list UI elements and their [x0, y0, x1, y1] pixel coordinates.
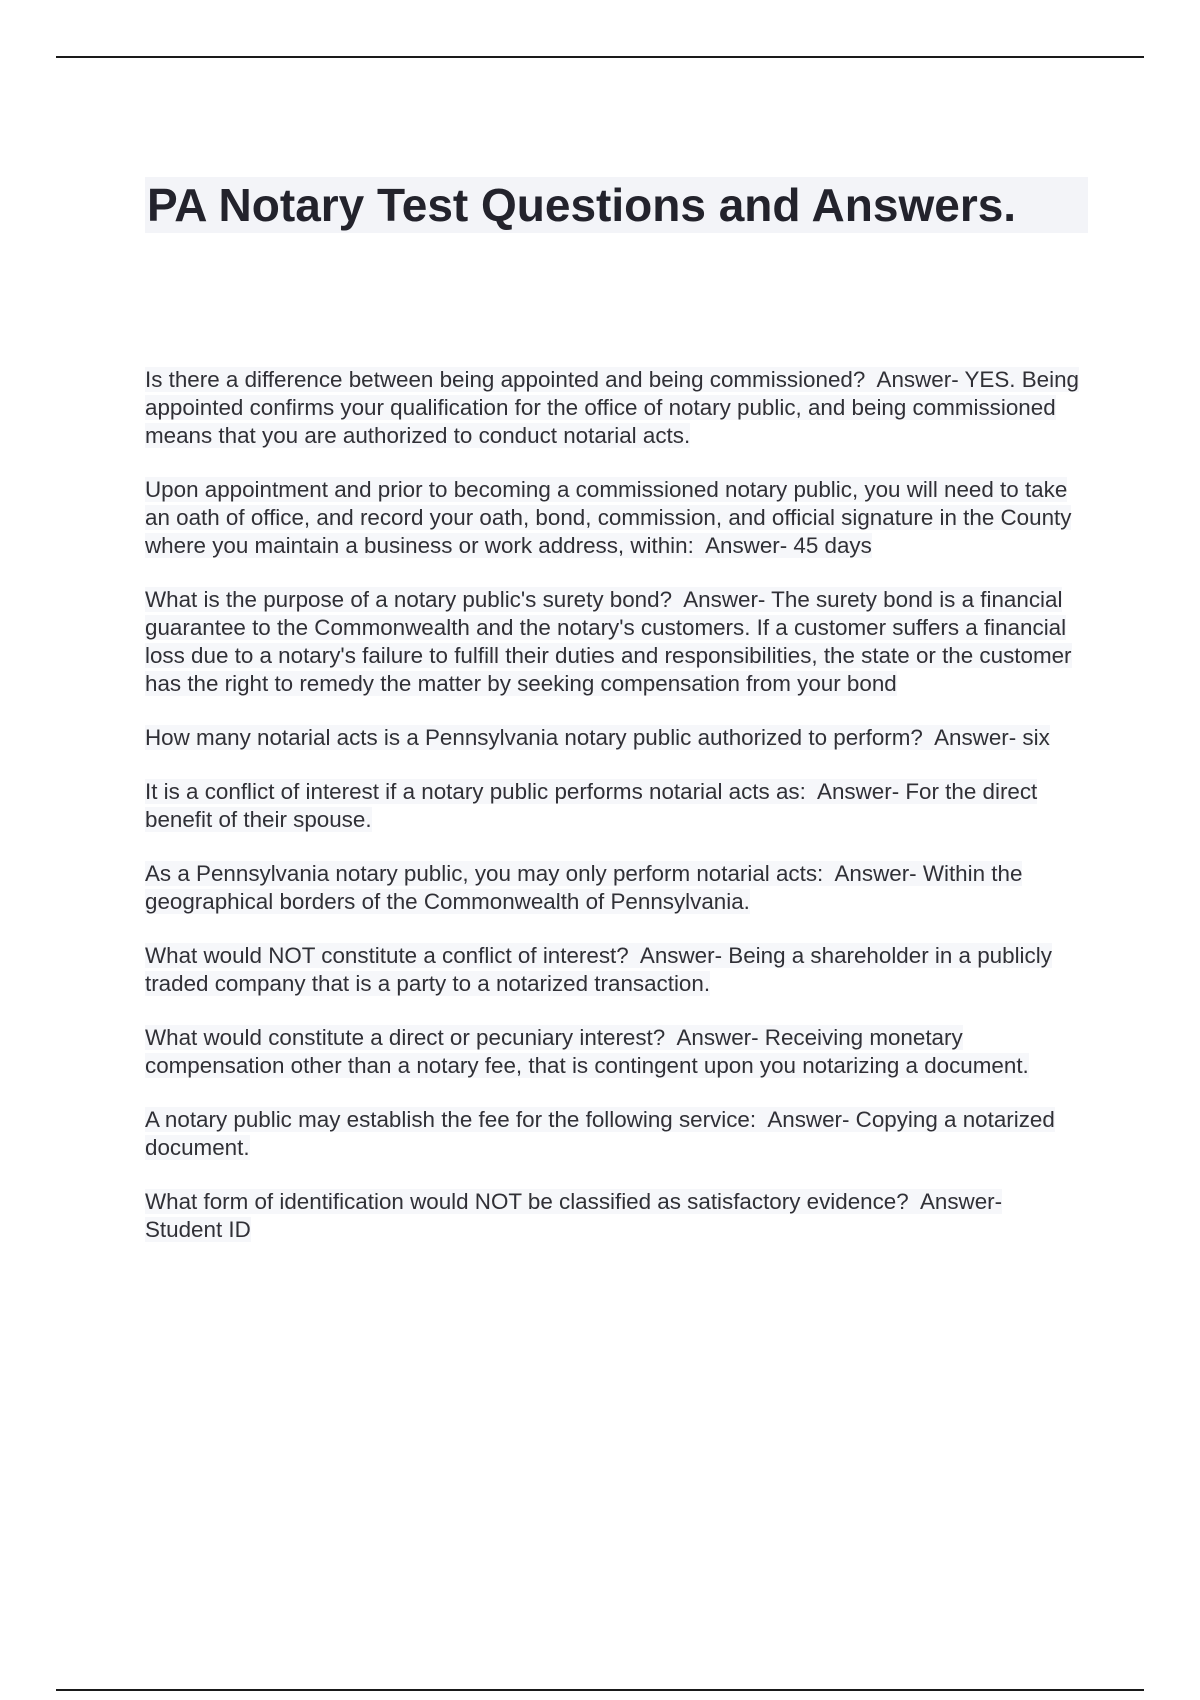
- qa-item: [145, 476, 1095, 560]
- answer-text: Answer- Receiving monetary compensation other than a notary fee, that is contingent upon you notarizing a document.: [145, 1025, 1029, 1078]
- answer-text: Answer- Copying a notarized document.: [145, 1107, 1055, 1160]
- answer-text: Answer- Within the geographical borders of the Commonwealth of Pennsylvania.: [145, 861, 1023, 914]
- qa-item: [145, 1024, 1095, 1080]
- answer-text: Answer- YES. Being appointed confirms your qualification for the office of notary public, and being commissioned means that you are authorized to conduct notarial acts.: [145, 367, 1079, 448]
- answer-text: Answer- Being a shareholder in a publicly traded company that is a party to a notarized transaction.: [145, 943, 1052, 996]
- qa-item: [145, 724, 1095, 752]
- answer-text: Answer- The surety bond is a financial guarantee to the Commonwealth and the notary's customers. If a customer suffers a financial loss due to a notary's failure to fulfill their duties and responsibilities, the state or the customer has the right to remedy the matter by seeking compensation from your bond: [145, 587, 1072, 696]
- question-text: What would constitute a direct or pecuniary interest?: [145, 1025, 666, 1050]
- page-title: PA Notary Test Questions and Answers.: [145, 177, 1088, 233]
- answer-text: Answer- For the direct benefit of their spouse.: [145, 779, 1038, 832]
- qa-list: [145, 366, 1095, 1270]
- question-text: It is a conflict of interest if a notary public performs notarial acts as:: [145, 779, 806, 804]
- qa-item: [145, 1106, 1095, 1162]
- bottom-divider: [56, 1689, 1144, 1691]
- question-text: Upon appointment and prior to becoming a commissioned notary public, you will need to take an oath of office, and record your oath, bond, commission, and official signature in the County where you maintain a business or work address, within:: [145, 477, 1072, 558]
- question-text: As a Pennsylvania notary public, you may only perform notarial acts:: [145, 861, 824, 886]
- question-text: What is the purpose of a notary public's surety bond?: [145, 587, 673, 612]
- question-text: What would NOT constitute a conflict of interest?: [145, 943, 629, 968]
- question-text: Is there a difference between being appointed and being commissioned?: [145, 367, 866, 392]
- top-divider: [56, 56, 1144, 58]
- answer-text: Answer- Student ID: [145, 1189, 1003, 1242]
- question-text: A notary public may establish the fee for the following service:: [145, 1107, 757, 1132]
- qa-item: [145, 366, 1095, 450]
- answer-text: Answer- 45 days: [705, 533, 872, 558]
- qa-item: [145, 586, 1095, 698]
- qa-item: [145, 942, 1095, 998]
- question-text: What form of identification would NOT be classified as satisfactory evidence?: [145, 1189, 909, 1214]
- answer-text: Answer- six: [934, 725, 1050, 750]
- qa-item: [145, 778, 1095, 834]
- qa-item: [145, 860, 1095, 916]
- question-text: How many notarial acts is a Pennsylvania notary public authorized to perform?: [145, 725, 923, 750]
- qa-item: [145, 1188, 1095, 1244]
